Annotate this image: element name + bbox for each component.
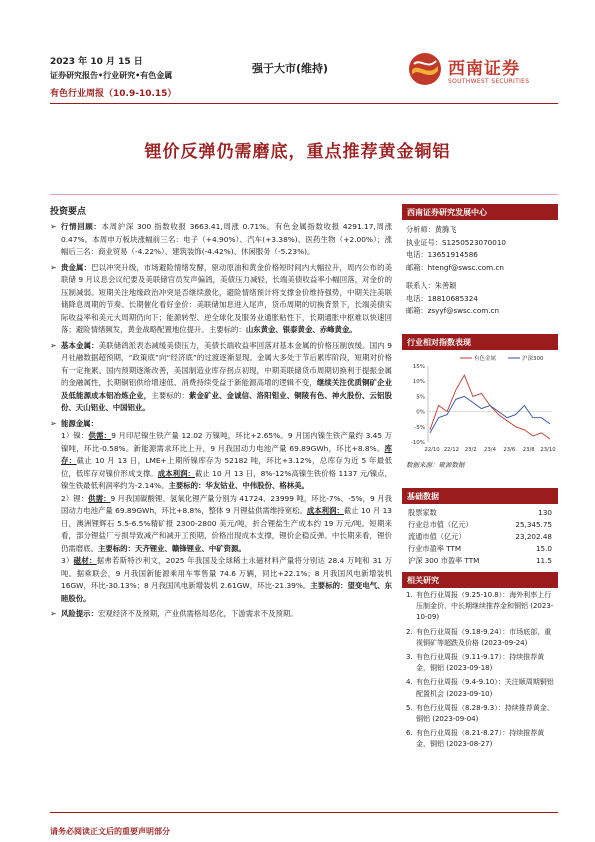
nickel-stocks-label: 主要标的： bbox=[168, 481, 206, 490]
analyst-role: 分析师： bbox=[406, 225, 435, 234]
x-tick-label: 23/4 bbox=[484, 447, 496, 453]
base-metals: ➢ 基本金属：美联储鸽派表态减缓美债压力，美债长端收益率回落对基本金属的价格压制放缓。国内 9 月社融数据超预期，“政策底”向“经济底”的过渡逐渐显现。金属大多处于节后累库阶段，短期对价格有一定拖累。国内预期逐渐改善，美国制造业库存拐点初现，中期美联储货币周期切换利于提振金属的金融属性，长期铜铝供给增速低、消费持续受益于新能源高增的逻辑不变，继续关注优质铜矿企业及低能源成本铝冶炼企业，主要标的：紫金矿业、金诚信、洛阳钼业、铜陵有色、神火股份、云铝股份、天山铝业、中国铝业。 bbox=[50, 340, 392, 412]
kpi-label: 沪深 300 市盈率 TTM bbox=[408, 556, 480, 565]
related-text[interactable]: 有色行业周报（9.25-10.8）：海外利率上行压制金价，中长期继续推荐金和铜铝 (2023-10-09) bbox=[416, 591, 554, 622]
lithium-stocks-label: 主要标的： bbox=[97, 543, 135, 553]
x-tick-label: 23/2 bbox=[464, 447, 477, 453]
related-research-item[interactable] bbox=[406, 627, 554, 649]
nickel-cost-label: 成本利润： bbox=[157, 468, 195, 478]
analyst-phone-row bbox=[406, 249, 554, 262]
analyst-cert-label: 执业证号： bbox=[406, 237, 442, 247]
lithium-num: 2）锂： bbox=[61, 493, 89, 503]
kpi-value: 130 bbox=[538, 508, 552, 517]
related-text[interactable]: 有色行业周报（9.18-9.24）：市场底部，重视铜矿等超跌及价格 (2023-09-24) bbox=[416, 627, 552, 647]
contact-email-link[interactable]: zsyyf@swsc.com.cn bbox=[427, 306, 500, 315]
related-research-item[interactable] bbox=[406, 677, 554, 699]
report-weekly-title: 有色行业周报（10.9-10.15） bbox=[50, 89, 177, 99]
logo-mark-icon bbox=[408, 52, 442, 86]
contact-email-label: 邮箱： bbox=[406, 306, 428, 315]
magnet-text: 据弗若斯特沙利文，2025 年我国及全球稀土永磁材料产量将分别达 28.4 万吨和 31 万吨。据乘联会，9 月我国新能源乘用车零售量 74.6 万辆，同比+22.1%；8 月我国风电新增装机 16GW，环比-30.13%；8 月我国风电新增装机 2.61GW，环比-21.39%。 bbox=[61, 556, 392, 590]
basic-data-table bbox=[402, 504, 558, 567]
lithium-cost-label: 成本利润： bbox=[306, 506, 344, 515]
bullet-icon: ➢ bbox=[50, 222, 57, 231]
related-research-item[interactable] bbox=[406, 652, 554, 674]
kpi-label: 行业总市值（亿元） bbox=[408, 520, 473, 529]
title-divider bbox=[50, 194, 558, 195]
investment-points bbox=[50, 221, 392, 624]
nickel-stock-label: 库存： bbox=[61, 443, 392, 465]
related-research-item[interactable] bbox=[406, 703, 554, 725]
research-team-box bbox=[402, 204, 558, 322]
contact-email-row[interactable] bbox=[406, 305, 554, 318]
nickel-num: 1）镍： bbox=[61, 431, 89, 440]
related-research-box bbox=[402, 572, 558, 754]
kpi-value: 11.5 bbox=[535, 556, 552, 565]
line-chart bbox=[402, 350, 558, 456]
base-stocks: 紫金矿业、金诚信、洛阳钼业、铜陵有色、神火股份、云铝股份、天山铝业、中国铝业。 bbox=[61, 390, 392, 412]
base-highlight: 继续关注优质铜矿企业及低能源成本铝冶炼企业， bbox=[61, 378, 392, 400]
nickel-cost-text: 截止 10 月 13 日，8%-12%高镍生铁价格 1137 元/镍点，镍生铁最低利润率约为-2.14%。 bbox=[61, 468, 392, 490]
chart-block-title: 行业相对指数表现 bbox=[402, 334, 558, 350]
legend-label-1: 沪深300 bbox=[522, 356, 544, 362]
legend-label-0: 有色金属 bbox=[474, 356, 497, 362]
magnet-label: 磁材： bbox=[73, 556, 97, 565]
contact-phone-label: 电话： bbox=[406, 293, 428, 303]
kpi-value: 15.0 bbox=[535, 544, 552, 553]
magnet-stocks: 望变电气、东睦股份。 bbox=[61, 581, 392, 603]
related-text[interactable]: 有色行业周报（9.11-9.17）：持续推荐黄金，铜铝 (2023-09-18) bbox=[416, 653, 545, 673]
gold-label: 贵金属： bbox=[61, 262, 92, 272]
y-tick-label: 0% bbox=[416, 409, 425, 416]
analyst-email-link[interactable]: htengf@swsc.com.cn bbox=[427, 262, 504, 272]
x-tick-label: 23/10 bbox=[540, 447, 556, 453]
x-tick-label: 23/6 bbox=[503, 447, 516, 453]
industry-rating: 强于大市(维持) bbox=[252, 62, 329, 75]
lithium-paragraph bbox=[61, 493, 392, 556]
market-review bbox=[50, 221, 392, 259]
series-line-1 bbox=[430, 396, 550, 433]
relative-performance-box bbox=[402, 334, 558, 469]
bullet-icon: ➢ bbox=[50, 609, 57, 618]
bullet-icon: ➢ bbox=[50, 262, 57, 272]
risk-warning bbox=[50, 608, 392, 621]
nickel-stocks: 华友钴业、中伟股份、格林美。 bbox=[205, 481, 309, 490]
kpi-value: 23,202.48 bbox=[515, 532, 552, 541]
kpi-value: 25,345.75 bbox=[515, 520, 552, 529]
company-logo bbox=[408, 52, 558, 94]
base-label: 基本金属： bbox=[61, 340, 99, 350]
analyst-name: 黄腾飞 bbox=[434, 225, 457, 234]
relative-performance-chart bbox=[402, 350, 558, 460]
x-tick-label: 22/10 bbox=[424, 447, 440, 453]
lithium-supply-label: 供需： bbox=[88, 493, 111, 503]
bullet-icon: ➢ bbox=[50, 340, 57, 350]
basic-data-row bbox=[402, 555, 558, 567]
logo-text-cn: 西南证券 bbox=[448, 59, 520, 79]
basic-data-title: 基础数据 bbox=[402, 488, 558, 504]
footer-divider bbox=[50, 812, 558, 813]
analyst-cert-row bbox=[406, 237, 554, 250]
base-text: 美联储鸽派表态减缓美债压力，美债长端收益率回落对基本金属的价格压制放缓。国内 9 月社融数据超预期，“政策底”向“经济底”的过渡逐渐显现。金属大多处于节后累库阶段，短期对价格有一定拖累。国内预期逐渐改善，美国制造业库存拐点初现，中期美联储货币周期切换利于提振金属的金融属性，长期铜铝供给增速低、消费持续受益于新能源高增的逻辑不变， bbox=[61, 340, 392, 387]
basic-data-row bbox=[402, 531, 558, 543]
gold-stocks: 山东黄金、银泰黄金、赤峰黄金。 bbox=[245, 325, 357, 334]
related-text[interactable]: 有色行业周报（9.4-9.10）：关注顺周期铜铝配置机会 (2023-09-10) bbox=[416, 678, 554, 698]
nickel-supply-text: 9 月印尼镍生铁产量 12.02 万镍吨，环比+2.65%。9 月国内镍生铁产量约 3.45 万镍吨，环比-0.58%。新能源需求环比上升，9 月我国动力电池产量 69.89GWh，环比+8.8%。 bbox=[61, 431, 392, 453]
y-tick-label: -5% bbox=[414, 424, 425, 431]
related-text[interactable]: 有色行业周报（8.21-8.27）：持续推荐黄金、铜铝 (2023-08-27) bbox=[416, 729, 545, 749]
nickel-stock-text: 截止 10 月 13 日，LME+上期所镍库存为 52182 吨，环比+3.12%，总库存为近 5 年最低位，低库存对镍价形成支撑。 bbox=[61, 456, 392, 478]
risk-text: 宏观经济不及预期，产业供需格局恶化，下游需求不及预期。 bbox=[97, 609, 298, 618]
analyst-name-row bbox=[406, 224, 554, 237]
analyst-email-row[interactable] bbox=[406, 262, 554, 275]
related-research-item[interactable] bbox=[406, 728, 554, 750]
basic-data-row bbox=[402, 519, 558, 531]
footer-disclaimer[interactable]: 请务必阅读正文后的重要声明部分 bbox=[50, 827, 170, 836]
basic-data-row bbox=[402, 507, 558, 519]
related-text[interactable]: 有色行业周报（8.28-9.3）：持续推荐黄金、铜铝 (2023-09-04) bbox=[416, 703, 554, 724]
energy-label: 能源金属： bbox=[61, 418, 98, 428]
y-tick-label: 5% bbox=[416, 394, 425, 401]
contact-role: 联系人： bbox=[406, 281, 435, 290]
risk-label: 风险提示： bbox=[61, 609, 98, 618]
logo-text-en: SOUTHWEST SECURITIES bbox=[448, 78, 530, 85]
nickel-supply-label: 供需： bbox=[88, 431, 112, 440]
kpi-label: 流通市值（亿元） bbox=[408, 532, 466, 541]
basic-data-box bbox=[402, 488, 558, 567]
chart-source: 数据来源：聚源数据 bbox=[406, 461, 465, 469]
page-title: 锂价反弹仍需磨底，重点推荐黄金铜铝 bbox=[144, 142, 451, 162]
report-date: 2023 年 10 月 15 日 bbox=[50, 57, 143, 67]
analyst-phone-label: 电话： bbox=[406, 250, 428, 259]
contact-name: 朱善颖 bbox=[434, 281, 457, 290]
related-num: 3. bbox=[406, 653, 413, 662]
related-num: 2. bbox=[406, 627, 413, 636]
related-research-title: 相关研究 bbox=[402, 572, 558, 588]
lithium-supply-text: 9 月我国碳酸锂、氢氧化锂产量分别为 41724、23999 吨，环比-7%、-5%，9 月我国动力电池产量 69.89GWh，环比+8.8%，整体 9 月锂盐供需维持宽松。 bbox=[61, 493, 392, 515]
contact-name-row bbox=[406, 280, 554, 293]
y-tick-label: 15% bbox=[412, 364, 425, 370]
analyst-phone: 13651914586 bbox=[427, 250, 478, 259]
header-divider bbox=[50, 103, 558, 104]
energy-metals bbox=[50, 418, 392, 606]
related-research-list bbox=[402, 588, 558, 751]
gold-stocks-label: 主要标的 bbox=[208, 325, 239, 334]
analyst-email-label: 邮箱： bbox=[406, 262, 428, 272]
related-num: 4. bbox=[406, 678, 413, 687]
lithium-cost-text: 截止 10 月 13 日，澳洲锂辉石 5.5-6.5%精矿报 2300-2800 美元/吨，折合锂盐生产成本约 19 万元/吨。短期来看，部分锂盐厂亏损导致减产和减开工预期，价格出现成本支撑，锂价企稳反弹。中长期来看，锂价仍需磨底。 bbox=[61, 506, 392, 553]
kpi-label: 股票家数 bbox=[408, 508, 437, 517]
x-tick-label: 23/8 bbox=[522, 447, 535, 453]
research-team-title: 西南证券研究发展中心 bbox=[402, 204, 558, 220]
magnet-num: 3） bbox=[61, 556, 74, 565]
contact-phone-row bbox=[406, 293, 554, 306]
report-type: 证券研究报告•行业研究•有色金属 bbox=[50, 71, 173, 80]
contact-phone: 18810685324 bbox=[427, 293, 478, 303]
section-heading-investment: 投资要点 bbox=[50, 207, 87, 217]
nickel-paragraph bbox=[61, 430, 392, 493]
base-stocks-label: 主要标的 bbox=[151, 390, 182, 400]
lithium-stocks: 天齐锂业、赣锋锂业、中矿资源。 bbox=[134, 543, 246, 553]
series-line-0 bbox=[430, 375, 550, 439]
y-tick-label: -10% bbox=[410, 440, 425, 446]
magnet-paragraph bbox=[61, 555, 392, 605]
analyst-list bbox=[402, 220, 558, 322]
x-tick-label: 22/12 bbox=[443, 447, 459, 453]
kpi-label: 行业市盈率 TTM bbox=[408, 544, 462, 553]
gold-text: 巴以冲突升级，市场避险情绪发酵，驱动原油和黄金价格短时间内大幅拉升，周内公布的美联储 9 月议息会议纪要及美联储官员发声偏鸽，美债压力减轻，长端美债收益率小幅回落，对金价的压制减弱。短期关注地缘政治冲突是否继续激化，避险情绪预计将支撑金价维持强势，中期关注美联储降息周期的节奏。长期催化看好金价：美联储加息进入尾声，货币周期的切换背景下，长端美债实际收益率和美元大周期仍向下；能源转型、逆全球化及服务业通胀粘性下，长期通胀中枢难以快速回落；避险情绪频发，黄金战略配置地位提升。 bbox=[61, 262, 392, 334]
basic-data-row bbox=[402, 543, 558, 555]
bullet-icon: ➢ bbox=[50, 418, 57, 428]
market-review-text: 本周沪深 300 指数收报 3663.41,周涨 0.71%。有色金属指数收报 4291.17,周涨 0.47%。本周申万板块涨幅前三名：电子（+4.90%）、汽车(+3.38%)、医药生物（+2.00%）；涨幅后三名：商业贸易（-4.22%）、建筑装饰(-4.42%)、休闲服务（-5.23%)。 bbox=[61, 222, 392, 256]
related-num: 6. bbox=[406, 729, 413, 738]
related-research-item[interactable] bbox=[406, 590, 554, 624]
related-num: 1. bbox=[406, 591, 413, 599]
y-tick-label: 10% bbox=[412, 379, 425, 386]
related-num: 5. bbox=[406, 703, 413, 712]
market-review-label: 行情回顾： bbox=[61, 222, 102, 231]
precious-metals: ➢ 贵金属：巴以冲突升级，市场避险情绪发酵，驱动原油和黄金价格短时间内大幅拉升，周内公布的美联储 9 月议息会议纪要及美联储官员发声偏鸽，美债压力减轻，长端美债收益率小幅回落，对金价的压制减弱。短期关注地缘政治冲突是否继续激化，避险情绪预计将支撑金价维持强势，中期关注美联储降息周期的节奏。长期催化看好金价：美联储加息进入尾声，货币周期的切换背景下，长端美债实际收益率和美元大周期仍向下；能源转型、逆全球化及服务业通胀粘性下，长期通胀中枢难以快速回落；避险情绪频发，黄金战略配置地位提升。主要标的：山东黄金、银泰黄金、赤峰黄金。 bbox=[50, 262, 392, 334]
magnet-stocks-label: 主要标的： bbox=[310, 581, 348, 590]
analyst-cert: S1250523070010 bbox=[441, 237, 506, 247]
